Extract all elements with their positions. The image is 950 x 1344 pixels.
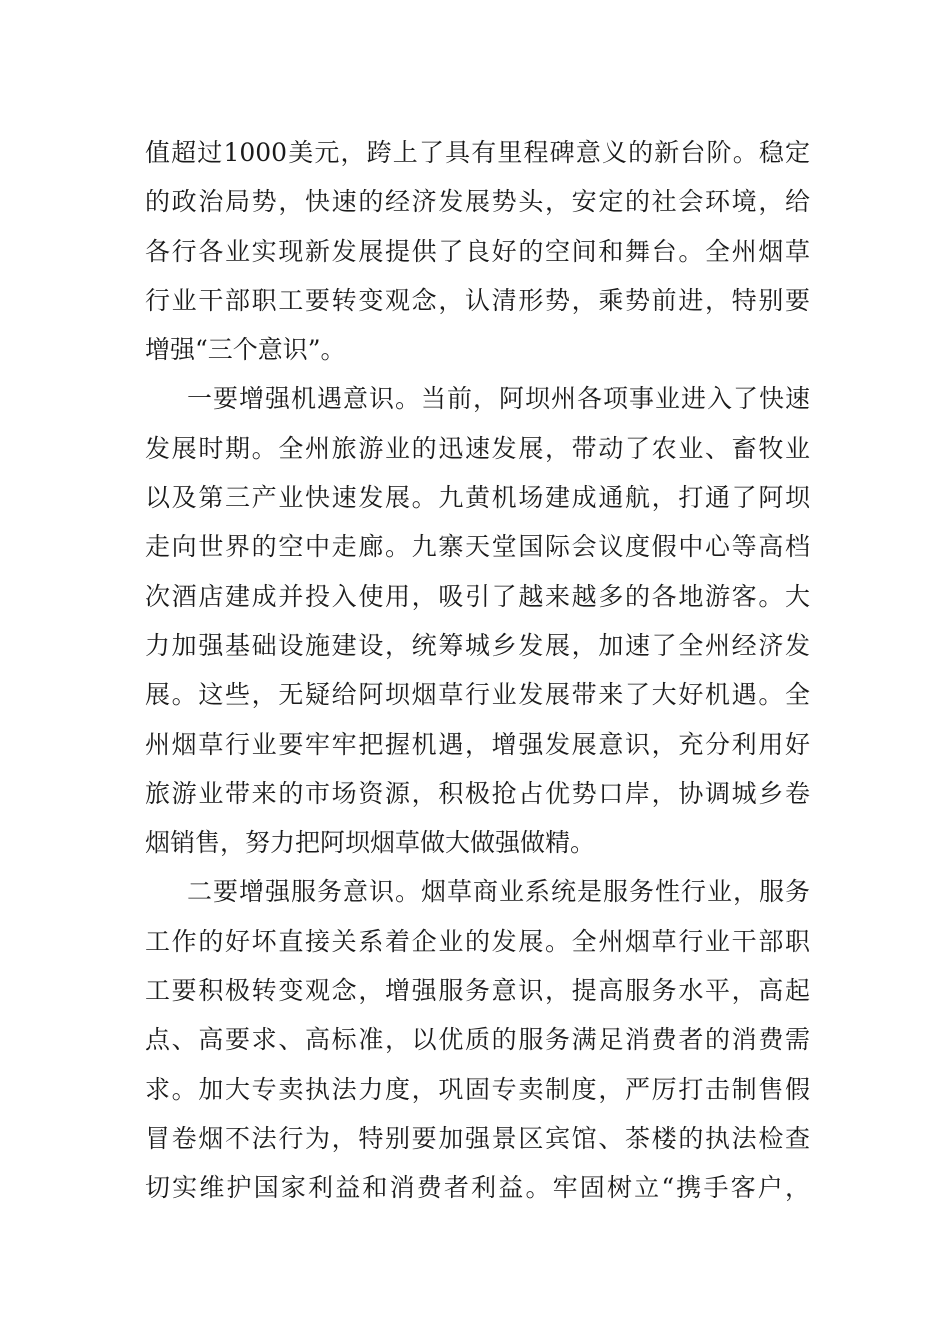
text-line: 走向世界的空中走廊。九寨天堂国际会议度假中心等高档: [145, 532, 810, 562]
text-line: 力加强基础设施建设，统筹城乡发展，加速了全州经济发: [145, 630, 810, 660]
text-line: 展。这些，无疑给阿坝烟草行业发展带来了大好机遇。全: [145, 680, 810, 710]
text-line: 发展时期。全州旅游业的迅速发展，带动了农业、畜牧业: [145, 433, 810, 463]
text-line: 增强“三个意识”。: [145, 335, 346, 365]
text-line: 点、高要求、高标准，以优质的服务满足消费者的消费需: [145, 1025, 810, 1055]
text-line: 值超过1000美元，跨上了具有里程碑意义的新台阶。稳定: [145, 138, 810, 167]
text-line: 冒卷烟不法行为，特别要加强景区宾馆、茶楼的执法检查: [145, 1123, 810, 1153]
paragraph-start-line: 一要增强机遇意识。当前，阿坝州各项事业进入了快速: [187, 384, 810, 414]
text-line: 烟销售，努力把阿坝烟草做大做强做精。: [145, 828, 596, 858]
text-line: 求。加大专卖执法力度，巩固专卖制度，严厉打击制售假: [145, 1074, 810, 1104]
text-line: 次酒店建成并投入使用，吸引了越来越多的各地游客。大: [145, 581, 810, 611]
body-text: [145, 128, 810, 1213]
text-line: 工要积极转变观念，增强服务意识，提高服务水平，高起: [145, 976, 810, 1006]
text-line: 旅游业带来的市场资源，积极抢占优势口岸，协调城乡卷: [145, 778, 810, 808]
text-line: 工作的好坏直接关系着企业的发展。全州烟草行业干部职: [145, 926, 810, 956]
text-line: 州烟草行业要牢牢把握机遇，增强发展意识，充分利用好: [145, 729, 810, 759]
text-line: 切实维护国家利益和消费者利益。牢固树立“携手客户，: [145, 1173, 810, 1203]
text-line: 各行各业实现新发展提供了良好的空间和舞台。全州烟草: [145, 236, 810, 266]
text-line: 行业干部职工要转变观念，认清形势，乘势前进，特别要: [145, 285, 810, 315]
text-line: 的政治局势，快速的经济发展势头，安定的社会环境，给: [145, 187, 810, 217]
text-line: 以及第三产业快速发展。九黄机场建成通航，打通了阿坝: [145, 483, 810, 513]
paragraph-start-line: 二要增强服务意识。烟草商业系统是服务性行业，服务: [187, 877, 810, 907]
